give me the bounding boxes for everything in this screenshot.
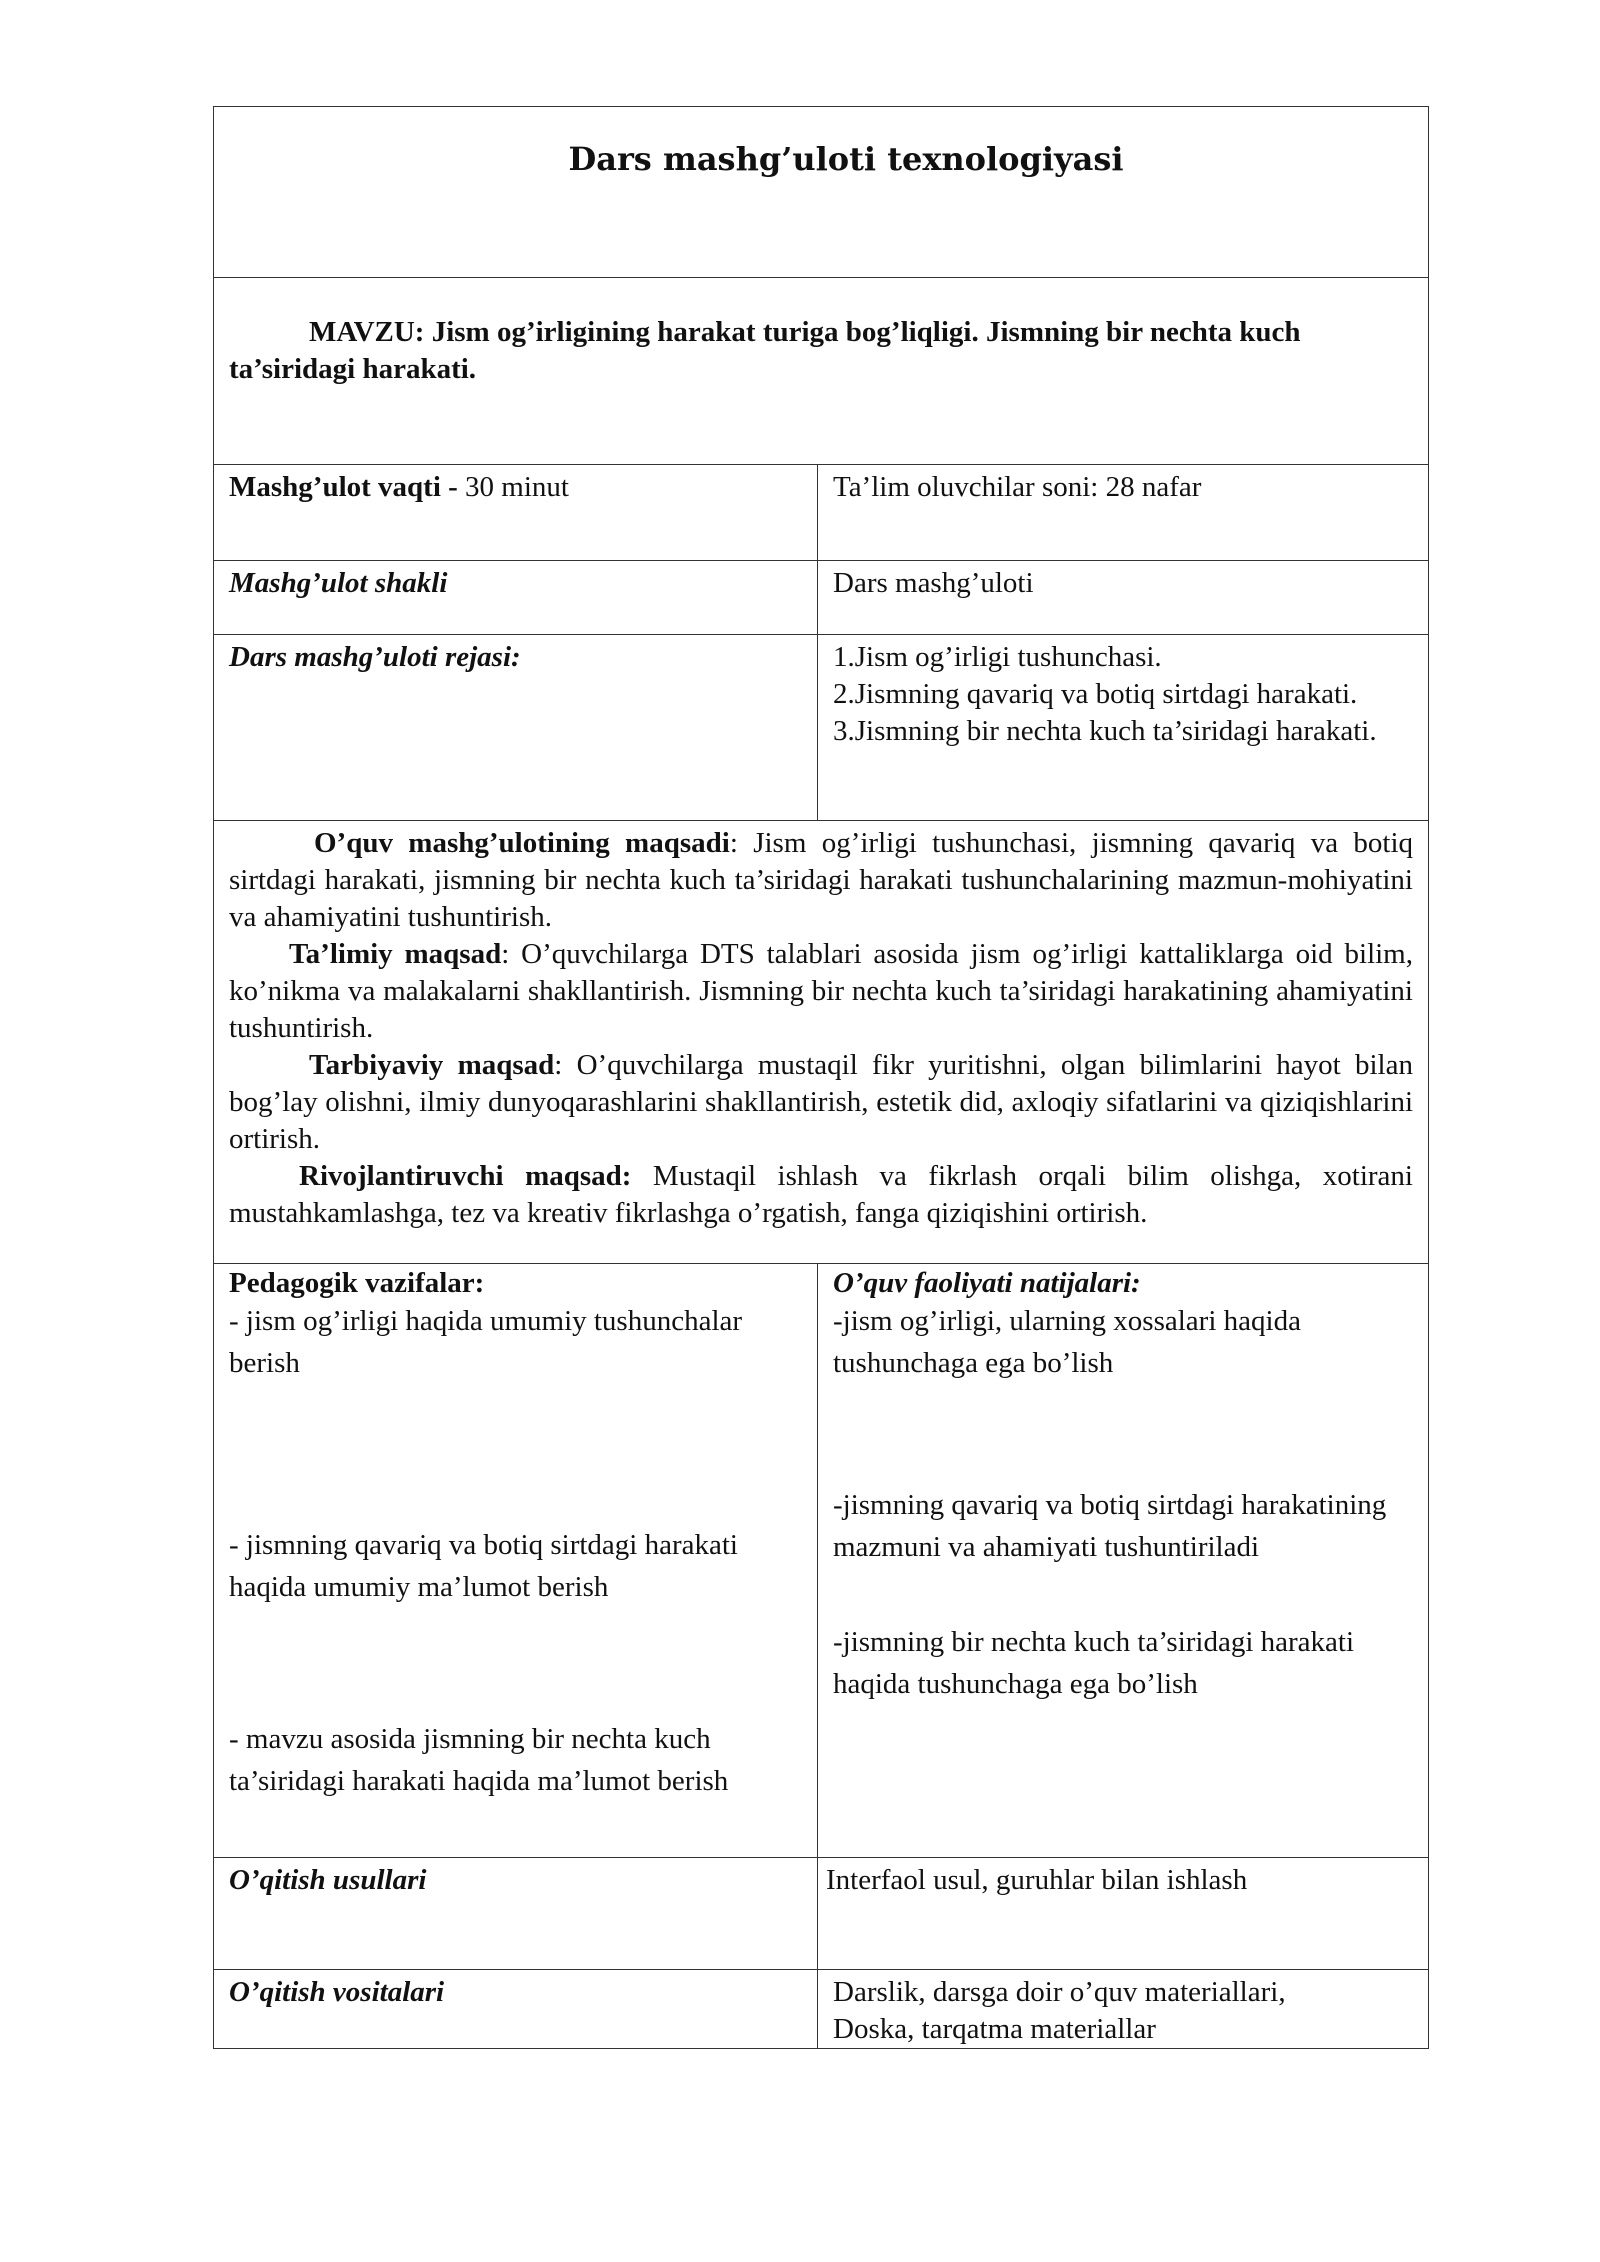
- shakl-value-cell: [818, 561, 1429, 635]
- pedagogik-row: [214, 1264, 1429, 1858]
- vositalar-label-cell: [214, 1970, 818, 2049]
- usullar-value-cell: [818, 1858, 1429, 1970]
- goal-talimiy-label: Ta’limiy maqsad: [289, 938, 502, 970]
- vositalar-line: Darslik, darsga doir o’quv materiallari,: [833, 1976, 1286, 2008]
- goal-talimiy: [229, 936, 1413, 1047]
- title-cell: [214, 107, 1429, 278]
- lesson-plan-document: [213, 106, 1428, 2049]
- pedagogik-item: - jismning qavariq va botiq sirtdagi harakati haqida umumiy ma’lumot berish: [229, 1529, 738, 1603]
- goal-rivoj-text: Mustaqil ishlash va fikrlash orqali bilim olishga, xotirani mustahkamlashga, tez va kreativ fikrlashga o’rgatish, fanga qiziqishini ortirish.: [229, 1160, 1413, 1229]
- soni-text: Ta’lim oluvchilar soni: 28 nafar: [833, 471, 1202, 503]
- goal-maqsad: [229, 825, 1413, 936]
- pedagogik-cell: [214, 1264, 818, 1858]
- usullar-label: O’qitish usullari: [229, 1864, 427, 1896]
- document-title: Dars mashg’uloti texnologiyasi: [568, 140, 1124, 178]
- mavzu-cell: [214, 278, 1429, 465]
- natijalar-label: O’quv faoliyati natijalari:: [833, 1267, 1141, 1299]
- pedagogik-item: - jism og’irligi haqida umumiy tushunchalar berish: [229, 1305, 743, 1379]
- title-row: [214, 107, 1429, 278]
- shakl-row: [214, 561, 1429, 635]
- natijalar-cell: [818, 1264, 1429, 1858]
- mavzu-text: MAVZU: Jism og’irligining harakat turiga bog’liqligi. Jismning bir nechta kuch ta’siridagi harakati.: [229, 316, 1301, 385]
- vositalar-label: O’qitish vositalari: [229, 1976, 445, 2008]
- vaqt-cell: [214, 465, 818, 561]
- vositalar-list: [818, 1970, 1428, 2048]
- shakl-value: Dars mashg’uloti: [833, 567, 1034, 599]
- rejasi-item: 1.Jism og’irligi tushunchasi.: [833, 641, 1162, 673]
- vaqt-value: 30 minut: [457, 471, 569, 503]
- usullar-value: Interfaol usul, guruhlar bilan ishlash: [826, 1864, 1248, 1896]
- rejasi-list: [818, 635, 1428, 750]
- rejasi-row: [214, 635, 1429, 821]
- goal-rivoj: [229, 1158, 1413, 1232]
- vaqt-label: Mashg’ulot vaqti -: [229, 471, 458, 503]
- goal-rivoj-label: Rivojlantiruvchi maqsad:: [299, 1160, 632, 1192]
- pedagogik-item: - mavzu asosida jismning bir nechta kuch ta’siridagi harakati haqida ma’lumot berish: [229, 1723, 729, 1797]
- shakl-label-cell: [214, 561, 818, 635]
- rejasi-label-cell: [214, 635, 818, 821]
- goal-tarbiyaviy: [229, 1047, 1413, 1158]
- goal-tarbiyaviy-label: Tarbiyaviy maqsad: [309, 1049, 555, 1081]
- rejasi-label: Dars mashg’uloti rejasi:: [229, 641, 521, 673]
- usullar-row: [214, 1858, 1429, 1970]
- goal-talimiy-text: : O’quvchilarga DTS talablari asosida jism og’irligi kattaliklarga oid bilim, ko’nikma va malakalarni shakllantirish. Jismning bir nechta kuch ta’siridagi harakatining ahamiyatini tushuntirish.: [229, 938, 1413, 1044]
- rejasi-item: 2.Jismning qavariq va botiq sirtdagi harakati.: [833, 678, 1358, 710]
- usullar-label-cell: [214, 1858, 818, 1970]
- natijalar-item: -jismning qavariq va botiq sirtdagi harakatining mazmuni va ahamiyati tushuntiriladi: [833, 1489, 1387, 1563]
- shakl-label: Mashg’ulot shakli: [229, 567, 448, 599]
- rejasi-list-cell: [818, 635, 1429, 821]
- goals-row: [214, 821, 1429, 1264]
- vositalar-line: Doska, tarqatma materiallar: [833, 2013, 1156, 2045]
- rejasi-item: 3.Jismning bir nechta kuch ta’siridagi harakati.: [833, 715, 1377, 747]
- vositalar-row: [214, 1970, 1429, 2049]
- mavzu-row: [214, 278, 1429, 465]
- lesson-plan-table: [213, 106, 1429, 2049]
- time-row: [214, 465, 1429, 561]
- soni-cell: [818, 465, 1429, 561]
- goal-maqsad-label: O’quv mashg’ulotining maqsadi: [314, 827, 730, 859]
- pedagogik-label: Pedagogik vazifalar:: [229, 1267, 485, 1299]
- natijalar-item: -jism og’irligi, ularning xossalari haqida tushunchaga ega bo’lish: [833, 1305, 1301, 1379]
- natijalar-item: -jismning bir nechta kuch ta’siridagi harakati haqida tushunchaga ega bo’lish: [833, 1626, 1355, 1700]
- goal-tarbiyaviy-text: : O’quvchilarga mustaqil fikr yuritishni, olgan bilimlarini hayot bilan bog’lay olishni, ilmiy dunyoqarashlarini shakllantirish, estetik did, axloqiy sifatlarini va qiziqishlarini ortirish.: [229, 1049, 1413, 1155]
- goals-cell: [214, 821, 1429, 1264]
- vositalar-value-cell: [818, 1970, 1429, 2049]
- goal-maqsad-text: : Jism og’irligi tushunchasi, jismning qavariq va botiq sirtdagi harakati, jismning bir nechta kuch ta’siridagi harakati tushunchalarining mazmun-mohiyatini va ahamiyatini tushuntirish.: [229, 827, 1414, 933]
